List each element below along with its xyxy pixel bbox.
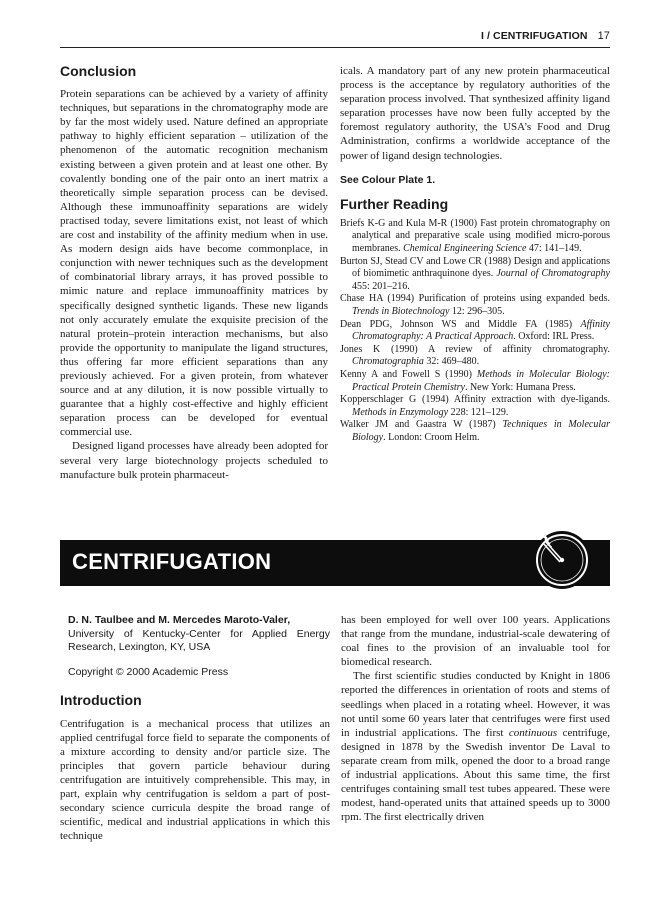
introduction-paragraph-2 [341,669,610,824]
reference-text: Kenny A and Fowell S (1990) [340,368,477,380]
running-header-text [481,30,610,42]
reference-text: Chase HA (1994) Purification of proteins using expanded beds. [340,293,610,305]
reference-journal: Chemical Engineering Science [403,243,527,255]
running-header [60,30,610,44]
reference-journal: Affinity Chromatography: A Practical Approach [352,318,610,343]
reference-item [340,256,610,294]
reference-text: Briefs K-G and Kula M-R (1900) Fast protein chromatography on analytical and preparative scale using modified micro-porous membranes. [340,217,610,255]
reference-citation: 455: 201–216. [352,280,410,292]
left-column-bottom [60,614,330,844]
conclusion-paragraph-2-continued: icals. A mandatory part of any new protein pharmaceutical process is the acceptance by regulatory authorities of the separation process involved. That synthesized affinity ligand separation processes have now been fully accepted by the foremost regulatory authority, the USA’s Food and Drug Administration, confirms a worldwide acceptance of the power of ligand design technologies. [340,65,610,162]
author-block [68,614,330,655]
reference-citation: . London: Croom Helm. [383,431,480,443]
see-colour-plate: See Colour Plate 1. [340,173,436,186]
reference-list [340,218,610,445]
reference-citation: . New York: Humana Press. [464,381,576,393]
reference-journal: Techniques in Molecular Biology [352,419,610,443]
reference-text: Kopperschlager G (1994) Affinity extraction with dye-ligands. [340,394,610,406]
reference-item [340,344,610,369]
reference-item [340,419,610,444]
reference-citation: 228: 121–129. [448,406,509,418]
copyright-line: Copyright © 2000 Academic Press [68,665,229,678]
further-reading-heading: Further Reading [340,195,449,212]
introduction-paragraph-1-continued: has been employed for well over 100 years. Applications that range from the mundane, industrial-scale dewatering of coal fines to the provision of an invaluable tool for biomedical research. [341,614,610,669]
left-column-top [60,64,328,482]
reference-item [340,319,610,344]
article-title-banner [60,540,610,586]
author-affiliation: University of Kentucky-Center for Applied Energy Research, Lexington, KY, USA [68,627,330,653]
reference-citation: . Oxford: IRL Press. [513,331,595,343]
conclusion-heading: Conclusion [60,63,137,79]
reference-journal: Chromatographia [352,356,424,368]
emphasis-continuous: continuous [508,726,558,739]
conclusion-paragraph-1: Protein separations can be achieved by a variety of affinity techniques, but separations in the chromatography mode are by far the most widely used. Nature defined an appropriate pathway to highly efficient separation – utilization of the phenomenon of the automatic recognition mechanism existing between a given protein and at least one other. By covalently bonding one of the pair onto an inert matrix a theoretically simple separation process can be devised. Although these immunoaffinity separations are widely practised today, severe limitations exist, not least of which are cost and instability of the affinity medium when in use. As modern design aids have become commonplace, in conjunction with newer techniques such as the development of combinatorial library arrays, it has proved possible to mimic nature and replace immunoaffinity matrices by specifically designed synthetic ligands. These new ligands not only accurately emulate the exquisite precision of the natural protein–protein interaction mechanisms, but also provide the opportunity to manipulate the ligand structures, thus offering far more efficient separations than any previously achieved. For a given protein, from whatever source and at any dilution, it is now possible virtually to guarantee that a highly cost-effective and highly efficient separation process can be developed for eventual commercial use. [60,88,328,439]
right-column-bottom [341,613,610,824]
reference-journal: Trends in Biotechnology [352,306,450,317]
reference-item [340,293,610,318]
introduction-text-rest: centrifuge, designed in 1878 by the Swedish inventor De Laval to separate cream from milk, opened the door to a broad range of industrial applications. About this same time, the first centrifuges containing small test tubes appeared. These were modest, hand-operated units that attained speeds up to 3000 rpm. The first electrically driven [341,726,610,824]
reference-text: Dean PDG, Johnson WS and Middle FA (1985) [340,318,581,330]
reference-journal: Methods in Molecular Biology: Practical Protein Chemistry [352,368,611,393]
right-column-top [340,64,610,445]
article-title: CENTRIFUGATION [72,549,272,574]
reference-citation: 12: 296–305. [449,306,505,317]
author-names: D. N. Taulbee and M. Mercedes Maroto-Valer, [68,614,291,626]
reference-text: Burton SJ, Stead CV and Lowe CR (1988) Design and applications of biomimetic anthraquinone dyes. [340,255,610,280]
reference-item [340,369,610,394]
reference-citation: 32: 469–480. [423,356,480,368]
reference-journal: Methods in Enzymology [352,406,449,418]
centrifuge-emblem-icon [531,529,593,591]
reference-item [340,394,610,419]
running-header-title: I / CENTRIFUGATION [480,30,588,42]
reference-citation: 47: 141–149. [526,243,582,255]
reference-text: Jones K (1990) A review of affinity chromatography. [340,343,610,355]
header-rule [60,47,610,48]
conclusion-paragraph-2: Designed ligand processes have already been adopted for several very large biotechnology projects scheduled to manufacture bulk protein pharmaceut- [60,440,328,481]
reference-item [340,218,610,256]
reference-journal: Journal of Chromatography [496,268,610,280]
introduction-text: The first scientific studies conducted by Knight in 1806 reported the differences in orientation of roots and stems of seedlings when placed in a rotating wheel. However, it was not until some 60 years later that centrifuges were first used in industrial applications. The first [341,670,610,739]
page-number: 17 [597,30,610,42]
reference-text: Walker JM and Gaastra W (1987) [340,419,503,431]
introduction-heading: Introduction [60,691,142,708]
introduction-paragraph-1: Centrifugation is a mechanical process that utilizes an applied centrifugal force field to separate the components of a mixture according to density and/or particle size. The principles that govern particle behaviour during centrifugation are intuitively comprehensible. This may, in part, explain why centrifugation is seldom a part of post-secondary science curricula despite the broad range of scientific, medical and industrial applications in which this technique [60,717,330,843]
